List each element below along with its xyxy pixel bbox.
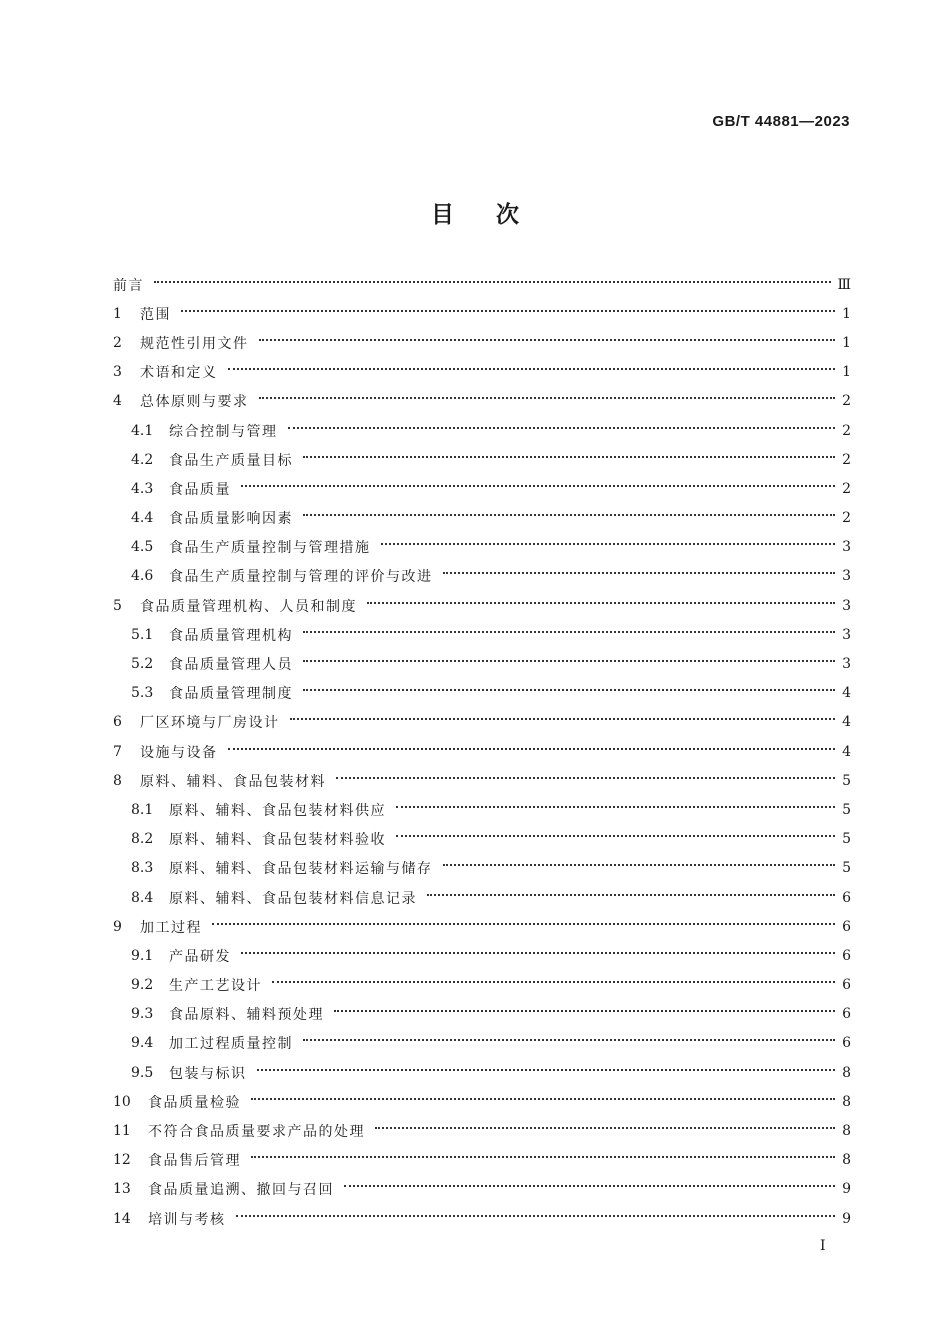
toc-entry-number: 4.5 [131, 539, 154, 556]
toc-entry-label: 原料、辅料、食品包装材料供应 [169, 802, 386, 819]
toc-entry-page: 5 [842, 831, 851, 848]
toc-entry-label: 不符合食品质量要求产品的处理 [148, 1124, 365, 1141]
toc-entry[interactable] [113, 1116, 851, 1145]
page-number: Ⅰ [820, 1238, 826, 1254]
toc-entry[interactable] [113, 562, 851, 591]
dot-leader [367, 602, 835, 604]
toc-entry-page: 2 [842, 510, 851, 527]
toc-entry[interactable] [113, 299, 851, 328]
dot-leader [303, 689, 835, 691]
toc-entry-label: 原料、辅料、食品包装材料信息记录 [169, 890, 417, 907]
toc-entry[interactable] [113, 883, 851, 912]
toc-entry-number: 9.4 [131, 1035, 154, 1052]
dot-leader [257, 1069, 836, 1071]
toc-entry-number: 12 [113, 1152, 131, 1169]
toc-entry[interactable] [113, 270, 851, 299]
dot-leader [251, 1098, 835, 1100]
dot-leader [241, 952, 835, 954]
toc-entry-label: 原料、辅料、食品包装材料运输与储存 [169, 861, 433, 878]
toc-entry-label: 原料、辅料、食品包装材料验收 [169, 832, 386, 849]
toc-entry-label: 食品质量影响因素 [169, 511, 293, 528]
toc-entry-page: Ⅲ [837, 276, 851, 293]
toc-entry-label: 食品原料、辅料预处理 [169, 1007, 324, 1024]
toc-entry[interactable] [113, 591, 851, 620]
toc-entry-number: 4.6 [131, 568, 154, 585]
toc-entry[interactable] [113, 387, 851, 416]
toc-entry-number: 5.2 [131, 656, 154, 673]
dot-leader [228, 748, 836, 750]
toc-entry-page: 4 [842, 685, 851, 702]
dot-leader [288, 427, 836, 429]
toc-entry[interactable] [113, 971, 851, 1000]
toc-entry-page: 6 [842, 889, 851, 906]
toc-entry-number: 5.1 [131, 626, 154, 643]
toc-entry-page: 2 [842, 422, 851, 439]
dot-leader [303, 660, 835, 662]
toc-entry-number: 7 [113, 743, 122, 760]
toc-entry-page: 5 [842, 801, 851, 818]
toc-entry[interactable] [113, 941, 851, 970]
toc-entry-number: 8.3 [131, 860, 154, 877]
toc-entry-label: 包装与标识 [169, 1065, 247, 1082]
toc-entry-page: 6 [842, 1035, 851, 1052]
toc-entry[interactable] [113, 504, 851, 533]
toc-entry-number: 9.5 [131, 1064, 154, 1081]
toc-entry-label: 加工过程质量控制 [169, 1036, 293, 1053]
dot-leader [154, 281, 831, 283]
toc-entry-number: 1 [113, 305, 122, 322]
toc-entry-page: 9 [842, 1181, 851, 1198]
toc-entry-label: 产品研发 [169, 948, 231, 965]
toc-entry[interactable] [113, 679, 851, 708]
toc-entry-page: 3 [842, 656, 851, 673]
toc-entry[interactable] [113, 620, 851, 649]
toc-entry-number: 5 [113, 597, 122, 614]
dot-leader [303, 456, 835, 458]
toc-entry-label: 范围 [140, 306, 171, 323]
toc-entry-page: 2 [842, 393, 851, 410]
dot-leader [334, 1010, 835, 1012]
toc-entry[interactable] [113, 416, 851, 445]
toc-entry[interactable] [113, 1058, 851, 1087]
toc-entry[interactable] [113, 1087, 851, 1116]
toc-entry-label: 食品质量追溯、撤回与召回 [148, 1182, 334, 1199]
toc-entry-page: 6 [842, 977, 851, 994]
toc-entry-number: 13 [113, 1181, 131, 1198]
toc-entry[interactable] [113, 1029, 851, 1058]
toc-entry-label: 食品生产质量控制与管理的评价与改进 [169, 569, 433, 586]
toc-entry-label: 食品质量管理制度 [169, 686, 293, 703]
dot-leader [427, 894, 835, 896]
toc-entry[interactable] [113, 795, 851, 824]
toc-entry-page: 1 [842, 364, 851, 381]
toc-entry-label: 食品质量检验 [148, 1094, 241, 1111]
toc-entry[interactable] [113, 533, 851, 562]
dot-leader [381, 543, 836, 545]
toc-entry-number: 8 [113, 772, 122, 789]
toc-entry-label: 加工过程 [140, 919, 202, 936]
toc-entry[interactable] [113, 328, 851, 357]
dot-leader [303, 631, 835, 633]
toc-entry-number: 8.1 [131, 801, 154, 818]
page-title: 目次 [431, 202, 561, 228]
table-of-contents [113, 270, 851, 1233]
toc-entry[interactable] [113, 708, 851, 737]
toc-entry-label: 设施与设备 [140, 744, 218, 761]
toc-entry[interactable] [113, 1146, 851, 1175]
dot-leader [303, 1039, 835, 1041]
toc-entry-page: 5 [842, 772, 851, 789]
toc-entry-number: 9 [113, 918, 122, 935]
toc-entry[interactable] [113, 1000, 851, 1029]
dot-leader [259, 339, 836, 341]
toc-entry-page: 3 [842, 539, 851, 556]
dot-leader [241, 485, 835, 487]
toc-entry-number: 2 [113, 334, 122, 351]
toc-entry-page: 6 [842, 947, 851, 964]
toc-entry-page: 2 [842, 480, 851, 497]
dot-leader [443, 864, 836, 866]
dot-leader [290, 718, 836, 720]
toc-entry-number: 9.2 [131, 977, 154, 994]
toc-entry[interactable] [113, 854, 851, 883]
toc-entry-label: 食品生产质量目标 [169, 452, 293, 469]
toc-entry-page: 3 [842, 597, 851, 614]
dot-leader [181, 310, 835, 312]
toc-entry-page: 1 [842, 305, 851, 322]
toc-entry[interactable] [113, 649, 851, 678]
toc-entry[interactable] [113, 358, 851, 387]
dot-leader [375, 1127, 835, 1129]
dot-leader [259, 397, 836, 399]
toc-entry-label: 食品质量管理机构 [169, 627, 293, 644]
dot-leader [228, 368, 836, 370]
toc-entry-number: 6 [113, 714, 122, 731]
toc-entry-number: 10 [113, 1093, 131, 1110]
toc-entry-label: 食品质量管理人员 [169, 657, 293, 674]
toc-entry-page: 2 [842, 451, 851, 468]
dot-leader [344, 1185, 835, 1187]
toc-entry-label: 生产工艺设计 [169, 978, 262, 995]
dot-leader [212, 923, 835, 925]
dot-leader [236, 1215, 836, 1217]
toc-entry-label: 前言 [113, 277, 144, 294]
dot-leader [396, 806, 835, 808]
toc-entry[interactable] [113, 766, 851, 795]
toc-entry-number: 4.1 [131, 422, 154, 439]
toc-entry-label: 规范性引用文件 [140, 335, 249, 352]
toc-entry[interactable] [113, 825, 851, 854]
toc-entry-label: 术语和定义 [140, 365, 218, 382]
toc-entry-page: 8 [842, 1064, 851, 1081]
toc-entry-page: 8 [842, 1123, 851, 1140]
toc-entry-number: 4.2 [131, 451, 154, 468]
toc-entry-number: 9.3 [131, 1006, 154, 1023]
toc-entry-page: 3 [842, 568, 851, 585]
dot-leader [443, 572, 836, 574]
toc-entry-page: 6 [842, 1006, 851, 1023]
toc-entry-number: 4.3 [131, 480, 154, 497]
toc-entry-page: 4 [842, 714, 851, 731]
toc-entry-label: 总体原则与要求 [140, 394, 249, 411]
toc-entry-number: 8.4 [131, 889, 154, 906]
toc-entry-label: 食品售后管理 [148, 1153, 241, 1170]
toc-entry-label: 食品质量 [169, 481, 231, 498]
toc-entry[interactable] [113, 912, 851, 941]
dot-leader [251, 1156, 835, 1158]
toc-entry-number: 11 [113, 1123, 131, 1140]
toc-entry-number: 3 [113, 364, 122, 381]
toc-entry[interactable] [113, 1175, 851, 1204]
dot-leader [336, 777, 835, 779]
toc-entry-page: 8 [842, 1152, 851, 1169]
toc-entry-number: 5.3 [131, 685, 154, 702]
toc-entry-page: 8 [842, 1093, 851, 1110]
toc-entry-number: 4 [113, 393, 122, 410]
toc-entry-number: 8.2 [131, 831, 154, 848]
toc-entry-page: 3 [842, 626, 851, 643]
toc-entry-label: 综合控制与管理 [169, 423, 278, 440]
toc-entry-label: 食品生产质量控制与管理措施 [169, 540, 371, 557]
toc-entry-number: 9.1 [131, 947, 154, 964]
toc-entry-page: 5 [842, 860, 851, 877]
dot-leader [396, 835, 835, 837]
toc-entry-page: 1 [842, 334, 851, 351]
toc-entry-number: 14 [113, 1210, 131, 1227]
toc-entry-label: 厂区环境与厂房设计 [140, 715, 280, 732]
dot-leader [272, 981, 835, 983]
toc-entry-label: 原料、辅料、食品包装材料 [140, 773, 326, 790]
toc-entry-number: 4.4 [131, 510, 154, 527]
toc-entry-label: 食品质量管理机构、人员和制度 [140, 598, 357, 615]
toc-entry[interactable] [113, 737, 851, 766]
toc-entry-page: 4 [842, 743, 851, 760]
standard-code: GB/T 44881—2023 [712, 113, 850, 130]
toc-entry-page: 9 [842, 1210, 851, 1227]
toc-entry-label: 培训与考核 [148, 1211, 226, 1228]
toc-entry[interactable] [113, 445, 851, 474]
dot-leader [303, 514, 835, 516]
toc-entry[interactable] [113, 1204, 851, 1233]
toc-entry-page: 6 [842, 918, 851, 935]
toc-entry[interactable] [113, 474, 851, 503]
